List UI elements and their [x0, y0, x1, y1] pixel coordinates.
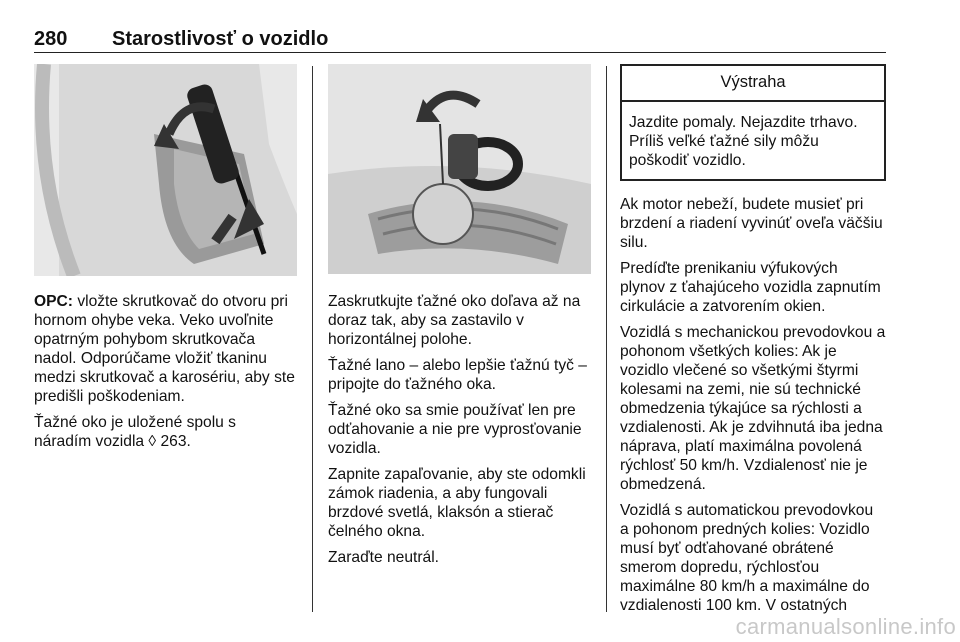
warning-box [620, 64, 886, 181]
column-left [34, 64, 297, 458]
page-ref-number: 263. [156, 433, 191, 450]
paragraph-ignition: Zapnite zapaľovanie, aby ste odomkli zámok riadenia, a aby fungovali brzdové svetlá, klaksón a stierač čelného okna. [328, 466, 586, 540]
opc-text: vložte skrutkovač do otvoru pri hornom ohybe veka. Veko uvoľnite opatrným pohybom skrutkovača nadol. Odporúčame vložiť tkaninu medzi skrutkovač a karosériu, aby ste predišli poškodeniam. [34, 293, 295, 405]
figure-screwdriver-cover [34, 64, 297, 276]
screwdriver-illustration [34, 64, 297, 276]
opc-label: OPC: [34, 293, 73, 310]
chapter-title: Starostlivosť o vozidlo [112, 28, 329, 50]
tow-eye-illustration [328, 64, 591, 274]
page-header [34, 26, 886, 53]
paragraph-exhaust: Predíďte prenikaniu výfukových plynov z ťahajúceho vozidla zapnutím cirkulácie a zatvorením okien. [620, 260, 881, 315]
paragraph-automatic-fwd: Vozidlá s automatickou prevodovkou a pohonom predných kolies: Vozidlo musí byť odťahované obrátené smerom dopredu, rýchlosťou maximálne 80 km/h a maximálne do vzdialenosti 100 km. V ostatných [620, 502, 874, 614]
warning-text: Jazdite pomaly. Nejazdite trhavo. Príliš veľké ťažné sily môžu poškodiť vozidlo. [629, 114, 858, 169]
paragraph-tow-only: Ťažné oko sa smie používať len pre odťahovanie a nie pre vyprosťovanie vozidla. [328, 402, 582, 457]
paragraph-attach-rope: Ťažné lano – alebo lepšie ťažnú tyč – pripojte do ťažného oka. [328, 357, 587, 393]
paragraph-engine-off: Ak motor nebeží, budete musieť pri brzdení a riadení vyvinúť oveľa väčšiu silu. [620, 196, 883, 251]
column-middle [328, 64, 591, 574]
warning-title: Výstraha [622, 66, 884, 102]
paragraph-screw-tow-eye: Zaskrutkujte ťažné oko doľava až na doraz tak, aby sa zastavilo v horizontálnej polohe. [328, 293, 581, 348]
column-divider [312, 66, 313, 612]
watermark: carmanualsonline.info [735, 614, 956, 639]
tow-eye-storage-text: Ťažné oko je uložené spolu s náradím vozidla [34, 414, 236, 450]
page-ref-icon: ◊ [148, 433, 157, 450]
paragraph-opc [34, 292, 297, 406]
column-right [620, 64, 886, 622]
paragraph-manual-awd: Vozidlá s mechanickou prevodovkou a pohonom všetkých kolies: Ak je vozidlo vlečené so všetkými štyrmi kolesami na zemi, nie sú technické obmedzenia týkajúce sa rýchlosti a vzdialenosti. Ak je zdvihnutá iba jedna náprava, platí maximálna povolená rýchlosť 50 km/h. Vzdialenosť nie je obmedzená. [620, 324, 886, 493]
page-number: 280 [34, 28, 68, 50]
column-divider [606, 66, 607, 612]
figure-tow-eye [328, 64, 591, 274]
paragraph-tow-eye-storage [34, 413, 297, 451]
paragraph-neutral: Zaraďte neutrál. [328, 549, 439, 566]
